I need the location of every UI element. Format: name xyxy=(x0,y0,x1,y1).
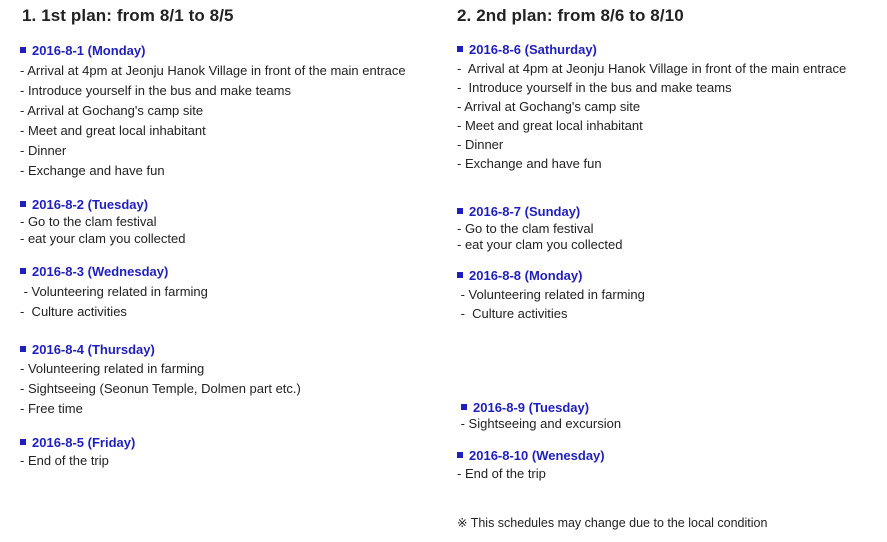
plan1-day2-date: 2016-8-2 (Tuesday) xyxy=(20,197,148,212)
plan2-day3-item: - Culture activities xyxy=(457,306,568,321)
bullet-square-icon xyxy=(461,404,467,410)
plan2-day1-date: 2016-8-6 (Sathurday) xyxy=(457,42,597,57)
plan1-day5-date: 2016-8-5 (Friday) xyxy=(20,435,135,450)
plan2-day1-item: - Exchange and have fun xyxy=(457,156,602,171)
plan2-day1-item: - Introduce yourself in the bus and make teams xyxy=(457,80,732,95)
plan1-day4-date: 2016-8-4 (Thursday) xyxy=(20,342,155,357)
plan2-column xyxy=(443,0,887,542)
plan1-day3-item: - Volunteering related in farming xyxy=(20,284,208,299)
plan1-day3-item: - Culture activities xyxy=(20,304,127,319)
bullet-square-icon xyxy=(457,452,463,458)
plan2-day4-item: - Sightseeing and excursion xyxy=(457,416,622,431)
bullet-square-icon xyxy=(20,439,26,445)
plan2-day5-date: 2016-8-10 (Wenesday) xyxy=(457,448,605,463)
plan2-day1-item: - Dinner xyxy=(457,137,504,152)
plan2-day3-date: 2016-8-8 (Monday) xyxy=(457,268,582,283)
plan1-column xyxy=(0,0,443,542)
plan1-day1-item: - Exchange and have fun xyxy=(20,163,165,178)
plan1-title: 1. 1st plan: from 8/1 to 8/5 xyxy=(22,6,234,25)
plan1-day4-item: - Sightseeing (Seonun Temple, Dolmen part etc.) xyxy=(20,381,301,396)
bullet-square-icon xyxy=(457,46,463,52)
plan1-day5-item: - End of the trip xyxy=(20,453,109,468)
plan1-day1-item: - Dinner xyxy=(20,143,67,158)
plan2-day2-date: 2016-8-7 (Sunday) xyxy=(457,204,580,219)
bullet-square-icon xyxy=(20,268,26,274)
plan1-day3-date: 2016-8-3 (Wednesday) xyxy=(20,264,168,279)
plan2-day1-item: - Arrival at Gochang's camp site xyxy=(457,99,641,114)
bullet-square-icon xyxy=(20,47,26,53)
plan1-day2-item: - Go to the clam festival xyxy=(20,214,157,229)
plan1-day2-item: - eat your clam you collected xyxy=(20,231,186,246)
plan1-day4-item: - Volunteering related in farming xyxy=(20,361,205,376)
plan1-day1-item: - Arrival at Gochang's camp site xyxy=(20,103,204,118)
plan2-title: 2. 2nd plan: from 8/6 to 8/10 xyxy=(457,6,684,25)
plan1-day4-item: - Free time xyxy=(20,401,83,416)
plan2-day4-date: 2016-8-9 (Tuesday) xyxy=(461,400,589,415)
plan1-day1-item: - Introduce yourself in the bus and make teams xyxy=(20,83,291,98)
plan2-day2-item: - Go to the clam festival xyxy=(457,221,594,236)
bullet-square-icon xyxy=(457,208,463,214)
plan2-day1-item: - Arrival at 4pm at Jeonju Hanok Village in front of the main entrace xyxy=(457,61,847,76)
bullet-square-icon xyxy=(20,201,26,207)
plan1-day1-item: - Arrival at 4pm at Jeonju Hanok Village in front of the main entrace xyxy=(20,63,406,78)
plan2-day1-item: - Meet and great local inhabitant xyxy=(457,118,643,133)
plan1-day1-item: - Meet and great local inhabitant xyxy=(20,123,206,138)
bullet-square-icon xyxy=(20,346,26,352)
bullet-square-icon xyxy=(457,272,463,278)
plan2-day5-item: - End of the trip xyxy=(457,466,546,481)
plan2-day2-item: - eat your clam you collected xyxy=(457,237,623,252)
plan2-day3-item: - Volunteering related in farming xyxy=(457,287,645,302)
plan1-day1-date: 2016-8-1 (Monday) xyxy=(20,43,145,58)
schedule-change-note: ※ This schedules may change due to the local condition xyxy=(457,516,768,530)
